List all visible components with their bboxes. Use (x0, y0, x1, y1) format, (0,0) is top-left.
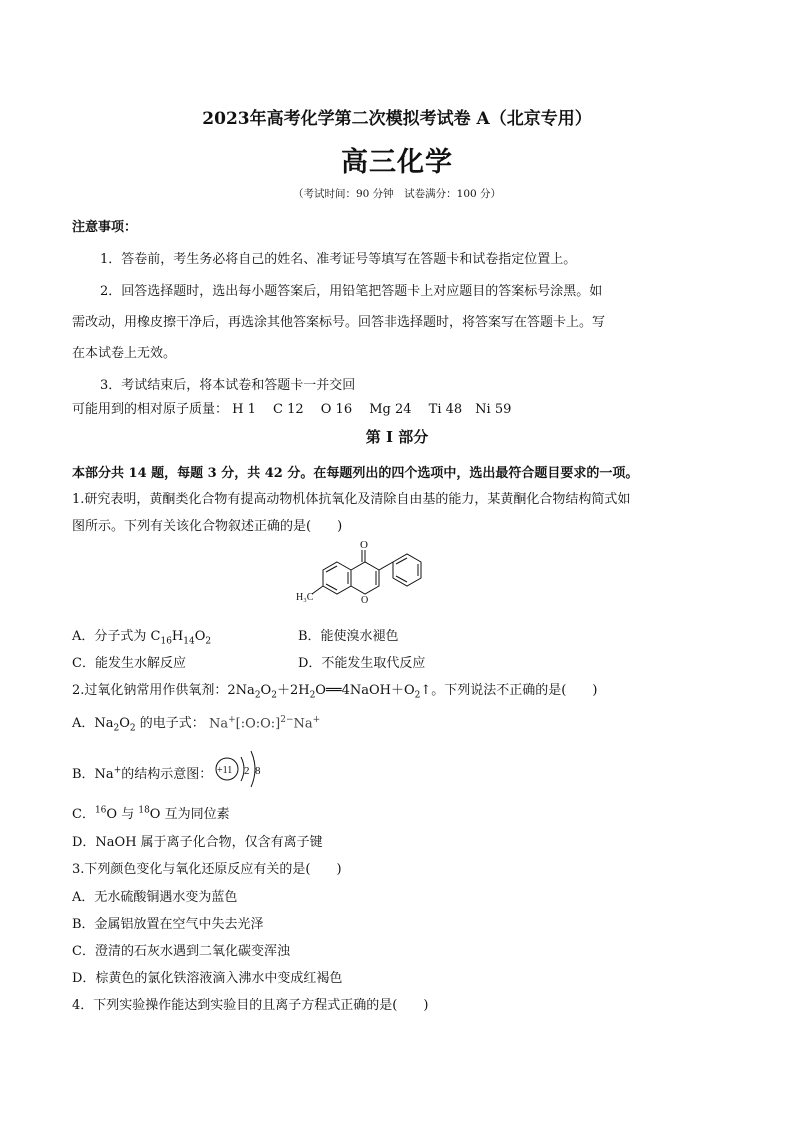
shell-2-electron-count: 8 (255, 765, 261, 777)
q1-option-c: C．能发生水解反应 (72, 656, 186, 671)
flavone-structure-diagram (296, 540, 456, 608)
exam-title: 2023年高考化学第二次模拟考试卷 A（北京专用） (202, 109, 592, 129)
methyl-label: H₃C (296, 592, 314, 603)
ring-oxygen-label: O (361, 595, 369, 606)
note-item-3: 3．考试结束后，将本试卷和答题卡一并交回 (100, 378, 356, 393)
q3-option-b: B．金属铝放置在空气中失去光泽 (72, 917, 264, 932)
note-item-1: 1．答卷前，考生务必将自己的姓名、准考证号等填写在答题卡和试卷指定位置上。 (100, 252, 577, 267)
phenyl-link-bond (379, 562, 393, 570)
note-item-2-line-3: 在本试卷上无效。 (72, 346, 177, 361)
notes-heading: 注意事项： (72, 220, 138, 235)
note-item-2-line-2: 需改动，用橡皮擦干净后，再选涂其他答案标号。回答非选择题时，将答案写在答题卡上。写 (72, 315, 606, 330)
q1-stem-line-1: 1.研究表明，黄酮类化合物有提高动物机体抗氧化及清除自由基的能力，某黄酮化合物结构简式如 (72, 492, 631, 507)
q1-option-b: B．能使溴水褪色 (298, 629, 399, 644)
shell-1-electron-count: 2 (244, 765, 250, 777)
q3-stem: 3.下列颜色变化与氧化还原反应有关的是( ) (72, 862, 342, 877)
benzo-ring (323, 562, 351, 594)
part1-heading: 第 I 部分 (365, 428, 429, 446)
q1-option-a: A．分子式为 $C_{16}H_{14}O_2$ (72, 629, 212, 647)
q1-stem-line-2: 图所示。下列有关该化合物叙述正确的是( ) (72, 519, 343, 534)
sodium-ion-structure-diagram (214, 745, 270, 793)
q2-option-a: A．$Na_2O_2$ 的电子式： Na+[:O:O:]$^{2-}$Na+ (72, 714, 321, 734)
ketone-oxygen-label: O (360, 540, 368, 551)
note-item-2-line-1: 2．回答选择题时，选出每小题答案后，用铅笔把答题卡上对应题目的答案标号涂黑。如 (100, 284, 603, 299)
sodium-peroxide-electron-formula: Na+[:O:O:]$^{2-}$Na+ (208, 714, 321, 731)
q2-stem: 2.过氧化钠常用作供氧剂：$2Na_2O_2+2H_2O══4NaOH+O_2↑$。下列说法不正确的是( ) (72, 683, 598, 701)
q1-option-d: D．不能发生取代反应 (298, 656, 426, 671)
phenyl-ring (393, 554, 421, 586)
nucleus-charge-label: +11 (217, 765, 233, 776)
exam-info: （考试时间：90 分钟 试卷满分：100 分） (292, 188, 502, 200)
subject-title: 高三化学 (341, 147, 453, 178)
q3-option-a: A．无水硫酸铜遇水变为蓝色 (72, 890, 238, 905)
q2-option-b: B．Na+的结构示意图： (72, 765, 213, 782)
q2-option-c: C．$^{16}$O 与 $^{18}$O 互为同位素 (72, 805, 230, 822)
pyranone-ring (351, 562, 379, 594)
atomic-masses: 可能用到的相对原子质量： H 1 C 12 O 16 Mg 24 Ti 48 Ni 59 (72, 402, 512, 417)
methyl-bond (312, 586, 323, 594)
q4-stem: 4．下列实验操作能达到实验目的且离子方程式正确的是( ) (72, 998, 429, 1013)
q2-option-d: D．NaOH 属于离子化合物，仅含有离子键 (72, 835, 323, 850)
q3-option-c: C．澄清的石灰水遇到二氧化碳变浑浊 (72, 944, 290, 959)
q3-option-d: D．棕黄色的氯化铁溶液滴入沸水中变成红褐色 (72, 971, 343, 986)
part1-instructions: 本部分共 14 题，每题 3 分，共 42 分。在每题列出的四个选项中，选出最符合题目要求的一项。 (72, 466, 639, 481)
